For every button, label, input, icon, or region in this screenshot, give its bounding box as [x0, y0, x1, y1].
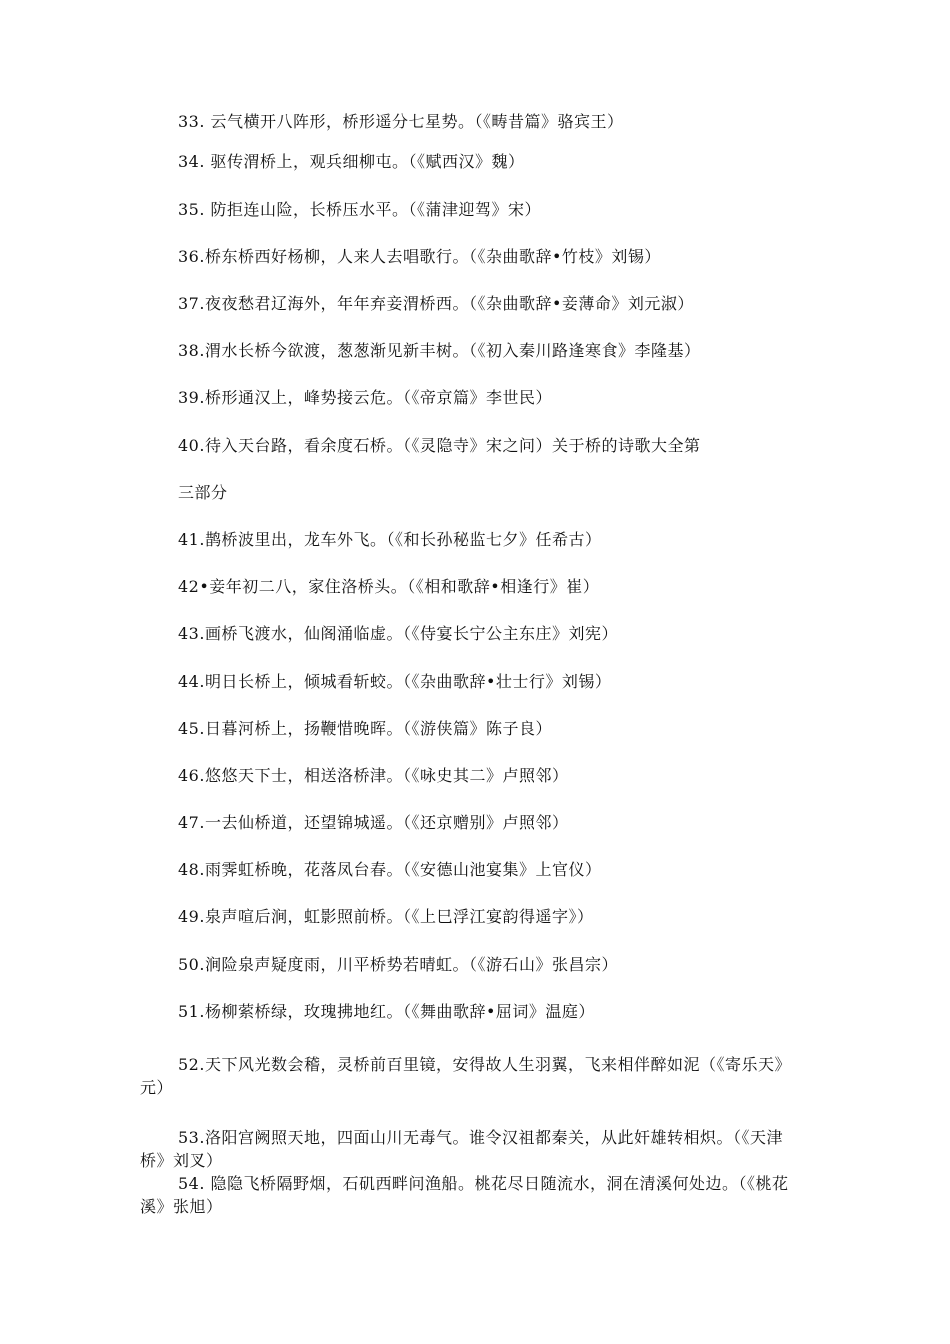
poem-line-38: 38.渭水长桥今欲渡，葱葱渐见新丰树。（《初入秦川路逢寒食》李隆基）	[178, 341, 701, 360]
poem-line-42: 42•妾年初二八，家住洛桥头。（《相和歌辞•相逢行》崔）	[178, 577, 600, 596]
poem-line-46: 46.悠悠天下士，相送洛桥津。（《咏史其二》卢照邻）	[178, 766, 569, 785]
poem-line-36: 36.桥东桥西好杨柳，人来人去唱歌行。（《杂曲歌辞•竹枝》刘锡）	[178, 247, 661, 266]
poem-paragraph-54: 54. 隐隐飞桥隔野烟，石矶西畔问渔船。桃花尽日随流水，洞在清溪何处边。（《桃花溪》张旭）	[140, 1174, 789, 1216]
poem-line-45: 45.日暮河桥上，扬鞭惜晚晖。（《游侠篇》陈子良）	[178, 719, 552, 738]
poem-line-49: 49.泉声喧后涧，虹影照前桥。（《上巳浮江宴韵得遥字》）	[178, 907, 594, 926]
poem-line-51: 51.杨柳萦桥绿，玫瑰拂地红。（《舞曲歌辞•屈词》温庭）	[178, 1002, 595, 1021]
poem-line-34: 34. 驱传渭桥上，观兵细柳屯。（《赋西汉》魏）	[178, 152, 525, 171]
section-label: 三部分	[178, 483, 228, 502]
poem-line-41: 41.鹊桥波里出，龙车外飞。（《和长孙秘监七夕》任希古）	[178, 530, 602, 549]
poem-line-39: 39.桥形通汉上，峰势接云危。（《帝京篇》李世民）	[178, 388, 552, 407]
poem-paragraph-53: 53.洛阳宫阙照天地，四面山川无毒气。谁令汉祖都秦关，从此奸雄转相炽。（《天津桥》刘叉）	[140, 1128, 783, 1170]
poem-line-48: 48.雨霁虹桥晚，花落凤台春。（《安德山池宴集》上官仪）	[178, 860, 602, 879]
poem-line-37: 37.夜夜愁君辽海外，年年弃妾渭桥西。（《杂曲歌辞•妾薄命》刘元淑）	[178, 294, 694, 313]
poem-line-33: 33. 云气横开八阵形，桥形遥分七星势。（《畴昔篇》骆宾王）	[178, 112, 624, 131]
poem-line-43: 43.画桥飞渡水，仙阁涌临虚。（《侍宴长宁公主东庄》刘宪）	[178, 624, 618, 643]
poem-line-44: 44.明日长桥上，倾城看斩蛟。（《杂曲歌辞•壮士行》刘锡）	[178, 672, 612, 691]
poem-line-35: 35. 防拒连山险，长桥压水平。（《蒲津迎驾》宋）	[178, 200, 542, 219]
poem-paragraph-52: 52.天下风光数会稽，灵桥前百里镜，安得故人生羽翼，飞来相伴醉如泥（《寄乐天》元）	[140, 1055, 791, 1097]
poem-line-47: 47.一去仙桥道，还望锦城遥。（《还京赠别》卢照邻）	[178, 813, 569, 832]
poem-line-50: 50.涧险泉声疑度雨，川平桥势若晴虹。（《游石山》张昌宗）	[178, 955, 618, 974]
poem-line-40: 40.待入天台路，看余度石桥。（《灵隐寺》宋之问）关于桥的诗歌大全第	[178, 436, 701, 455]
